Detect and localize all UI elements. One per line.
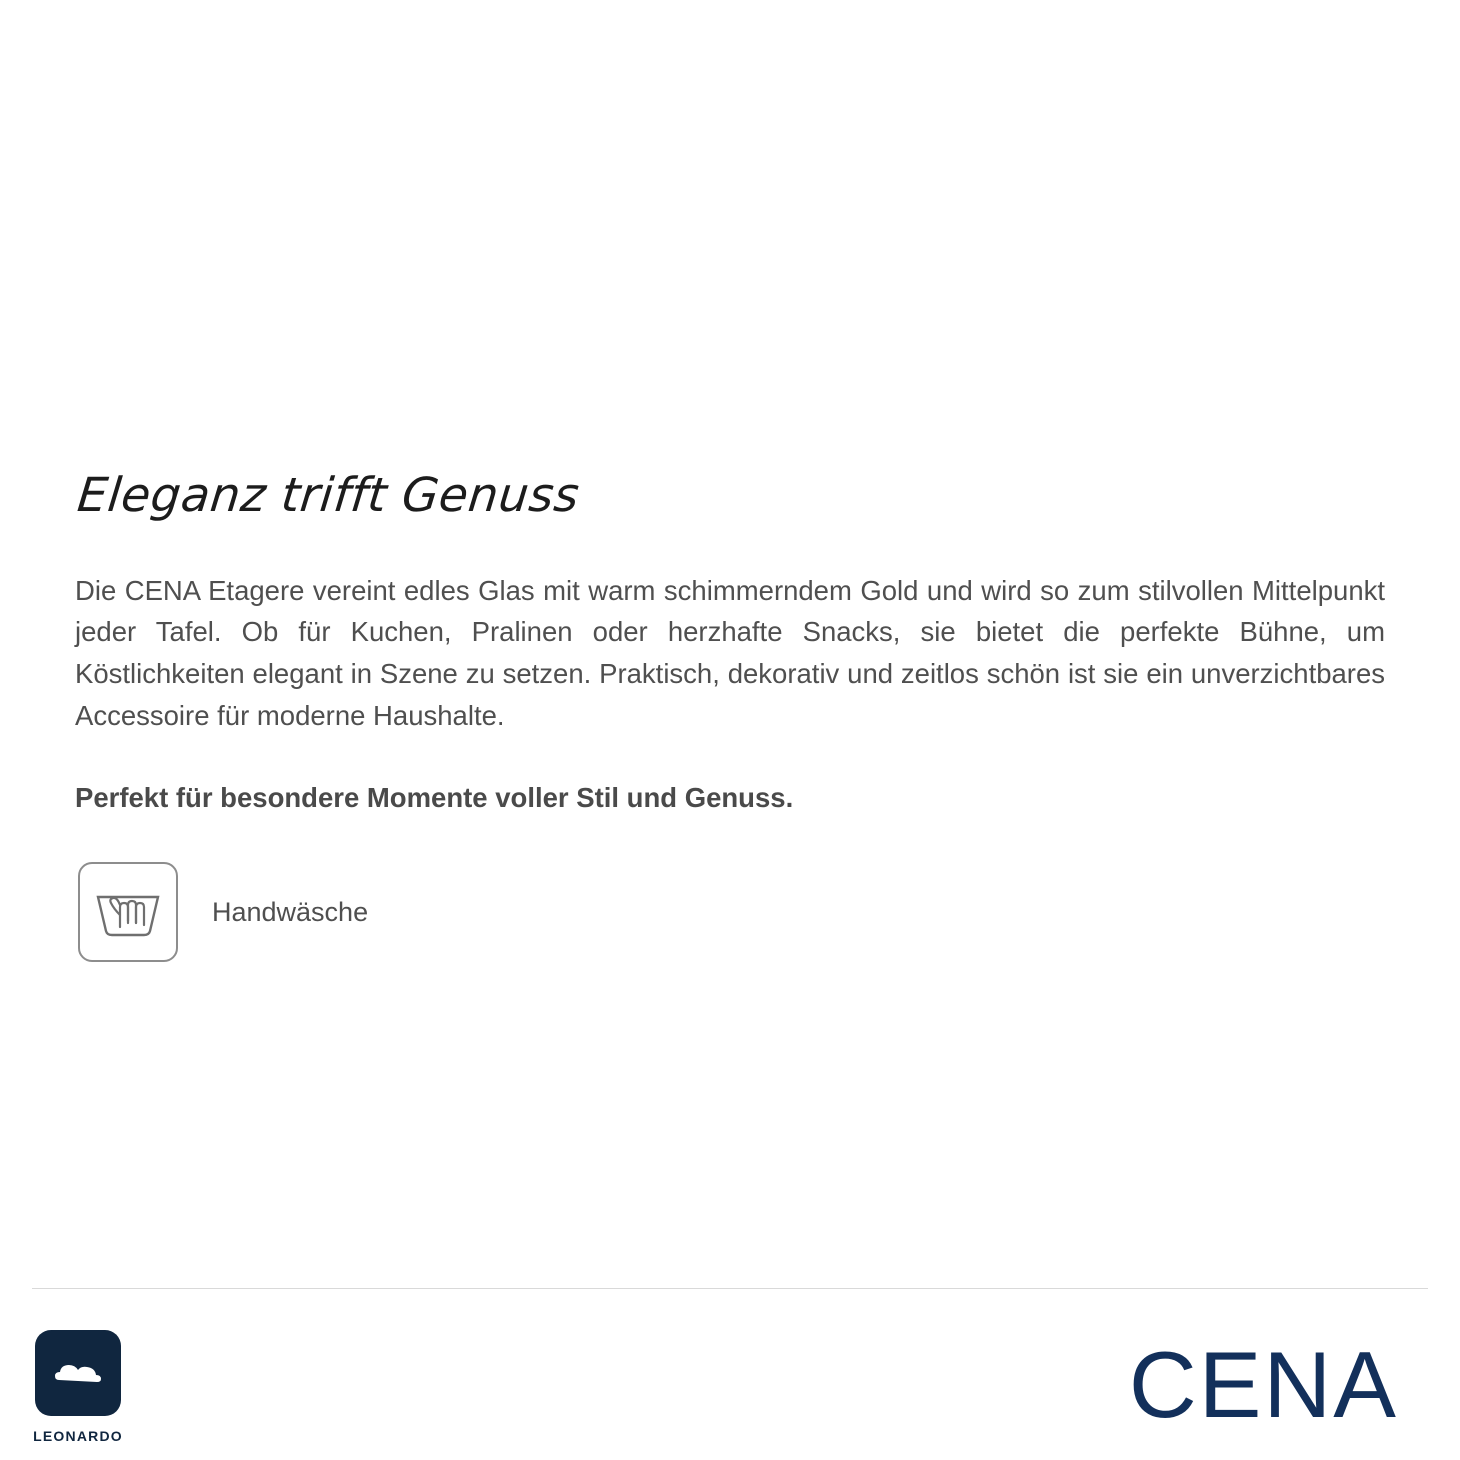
footer-divider bbox=[32, 1288, 1428, 1289]
footer bbox=[32, 1330, 1428, 1450]
leonardo-wordmark: LEONARDO bbox=[33, 1428, 123, 1444]
product-brand-logo: CENA bbox=[1128, 1332, 1398, 1437]
highlight-paragraph: Perfekt für besondere Momente voller Stil und Genuss. bbox=[75, 781, 794, 813]
hand-wash-icon bbox=[78, 862, 178, 962]
content-block bbox=[75, 470, 1385, 819]
page-title: Eleganz trifft Genuss bbox=[74, 468, 583, 523]
leonardo-brand bbox=[32, 1330, 124, 1444]
description-paragraph: Die CENA Etagere vereint edles Glas mit warm schimmerndem Gold und wird so zum stilvollen Mittelpunkt jeder Tafel. Ob für Kuchen, Pralinen oder herzhafte Snacks, sie bietet die perfekte Bühne, um Köstlichkeiten elegant in Szene zu setzen. Praktisch, dekorativ und zeitlos schön ist sie ein unverzichtbares Accessoire für moderne Haushalte. bbox=[75, 574, 1385, 732]
leonardo-logo-icon bbox=[35, 1330, 121, 1416]
care-label: Handwäsche bbox=[212, 896, 369, 927]
care-instruction bbox=[78, 862, 368, 962]
